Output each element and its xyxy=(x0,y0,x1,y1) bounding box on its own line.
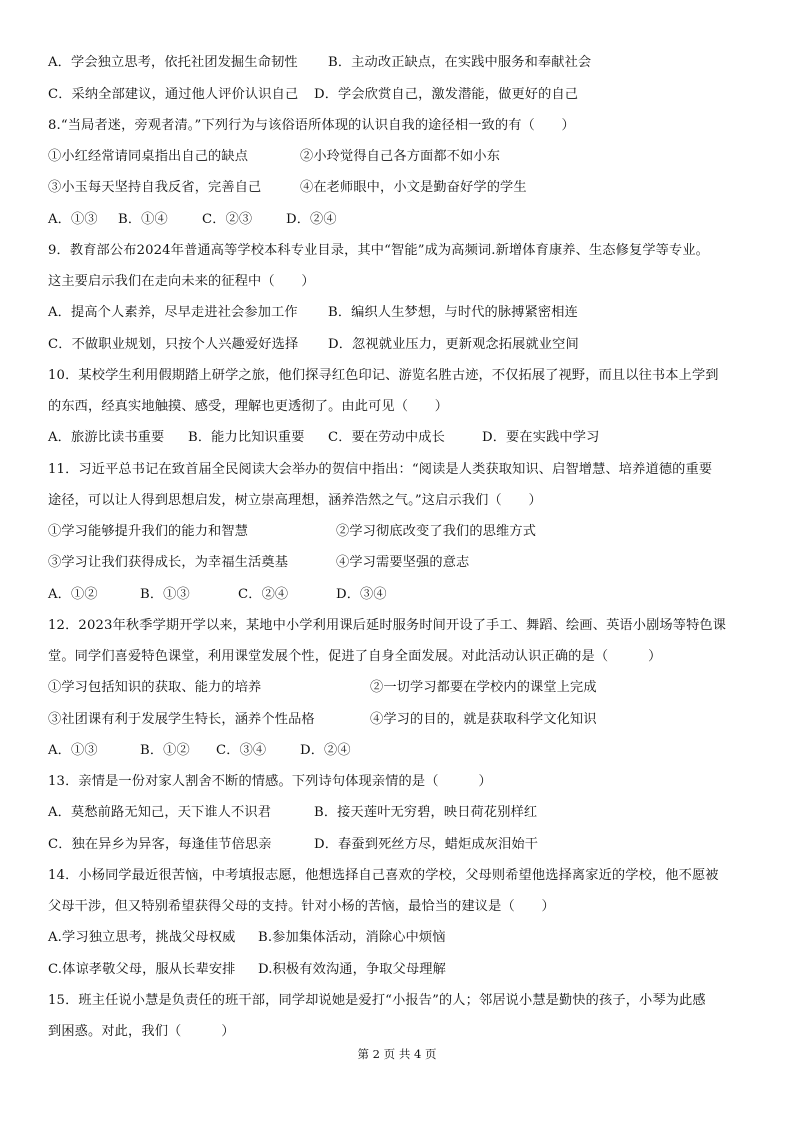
q9-options-row-1 xyxy=(48,302,750,324)
q14-options-row-1 xyxy=(48,927,750,949)
q11-stem-line-1: 11．习近平总书记在致首届全民阅读大会举办的贺信中指出：“阅读是人类获取知识、启智增慧、培养道德的重要 xyxy=(48,462,713,477)
q11-choice-b: B．①③ xyxy=(140,587,190,602)
q15-stem-line-2: 到困惑。对此，我们（ ） xyxy=(48,1024,235,1039)
q14-option-c: C.体谅孝敬父母，服从长辈安排 xyxy=(48,962,236,977)
q14-stem-line-2: 父母干涉，但又特别希望获得父母的支持。针对小杨的苦恼，最恰当的建议是（ ） xyxy=(48,899,555,914)
q12-item-2: ②一切学习都要在学校内的课堂上完成 xyxy=(370,680,597,695)
q7-options-row-2 xyxy=(48,84,750,106)
q8-items-row-1 xyxy=(48,146,750,168)
q8-item-4: ④在老师眼中，小文是勤奋好学的学生 xyxy=(300,180,527,195)
q11-choice-c: C．②④ xyxy=(238,587,289,602)
q8-items-row-2 xyxy=(48,177,750,199)
q10-stem-line-1: 10．某校学生利用假期踏上研学之旅，他们探寻红色印记、游览名胜古迹，不仅拓展了视野，而且以往书本上学到 xyxy=(48,368,719,383)
q12-item-4: ④学习的目的，就是获取科学文化知识 xyxy=(370,712,597,727)
q10-choices xyxy=(48,427,750,449)
q15-stem-line-1: 15．班主任说小慧是负责任的班干部，同学却说她是爱打“小报告”的人；邻居说小慧是勤快的孩子，小琴为此感 xyxy=(48,993,706,1008)
q13-option-a: A．莫愁前路无知己，天下谁人不识君 xyxy=(48,805,272,820)
q8-item-1: ①小红经常请同桌指出自己的缺点 xyxy=(48,149,249,164)
q9-option-c: C．不做职业规划，只按个人兴趣爱好选择 xyxy=(48,337,299,352)
q12-choice-c: C．③④ xyxy=(216,743,267,758)
q11-stem-line-2: 途径，可以让人得到思想启发，树立崇高理想，涵养浩然之气。”这启示我们（ ） xyxy=(48,493,542,508)
q8-stem: 8.“当局者迷，旁观者清。”下列行为与该俗语所体现的认识自我的途径相一致的有（ ） xyxy=(48,118,575,133)
q11-item-1: ①学习能够提升我们的能力和智慧 xyxy=(48,524,249,539)
q13-options-row-2 xyxy=(48,834,750,856)
q12-stem-line-2: 堂。同学们喜爱特色课堂，利用课堂发展个性，促进了自身全面发展。对此活动认识正确的是（ ） xyxy=(48,649,662,664)
q13-stem: 13．亲情是一份对家人割舍不断的情感。下列诗句体现亲情的是（ ） xyxy=(48,774,492,789)
q13-option-c: C．独在异乡为异客，每逢佳节倍思亲 xyxy=(48,837,272,852)
q11-item-2: ②学习彻底改变了我们的思维方式 xyxy=(336,524,537,539)
q11-choice-d: D．③④ xyxy=(336,587,387,602)
q8-choice-a: A．①③ xyxy=(48,212,98,227)
q11-items-row-2 xyxy=(48,552,750,574)
q10-stem-line-2: 的东西，经真实地触摸、感受，理解也更透彻了。由此可见（ ） xyxy=(48,399,449,414)
q14-option-a: A.学习独立思考，挑战父母权威 xyxy=(48,930,236,945)
q12-item-3: ③社团课有利于发展学生特长，涵养个性品格 xyxy=(48,712,315,727)
q7-option-a: A．学会独立思考，依托社团发掘生命韧性 xyxy=(48,55,298,70)
q11-choice-a: A．①② xyxy=(48,587,98,602)
q8-choice-b: B．①④ xyxy=(118,212,168,227)
q12-item-1: ①学习包括知识的获取、能力的培养 xyxy=(48,680,262,695)
q8-choice-c: C．②③ xyxy=(202,212,253,227)
q12-items-row-1 xyxy=(48,677,750,699)
q10-choice-a: A．旅游比读书重要 xyxy=(48,430,165,445)
q7-option-c: C．采纳全部建议，通过他人评价认识自己 xyxy=(48,87,299,102)
q14-stem-line-1: 14．小杨同学最近很苦恼，中考填报志愿，他想选择自己喜欢的学校，父母则希望他选择离家近的学校，他不愿被 xyxy=(48,868,719,883)
q11-items-row-1 xyxy=(48,521,750,543)
q10-choice-d: D．要在实践中学习 xyxy=(482,430,600,445)
q8-choices xyxy=(48,209,750,231)
q9-option-a: A．提高个人素养，尽早走进社会参加工作 xyxy=(48,305,298,320)
q14-option-b: B.参加集体活动，消除心中烦恼 xyxy=(258,930,446,945)
q13-option-b: B．接天莲叶无穷碧，映日荷花别样红 xyxy=(314,805,538,820)
q12-items-row-2 xyxy=(48,709,750,731)
q13-options-row-1 xyxy=(48,802,750,824)
q7-options-row-1 xyxy=(48,52,750,74)
q8-item-2: ②小玲觉得自己各方面都不如小东 xyxy=(300,149,501,164)
q11-item-4: ④学习需要坚强的意志 xyxy=(336,555,470,570)
q11-choices xyxy=(48,584,750,606)
q9-options-row-2 xyxy=(48,334,750,356)
q7-option-d: D．学会欣赏自己，激发潜能，做更好的自己 xyxy=(314,87,579,102)
q9-stem-line-1: 9．教育部公布2024年普通高等学校本科专业目录，其中“智能”成为高频词.新增体育康养、生态修复学等专业。 xyxy=(48,243,710,258)
q9-option-b: B．编织人生梦想，与时代的脉搏紧密相连 xyxy=(328,305,578,320)
q9-stem-line-2: 这主要启示我们在走向未来的征程中（ ） xyxy=(48,274,315,289)
q14-options-row-2 xyxy=(48,959,750,981)
q12-choice-d: D．②④ xyxy=(300,743,351,758)
page-footer: 第 2 页 共 4 页 xyxy=(357,1047,437,1061)
q8-item-3: ③小玉每天坚持自我反省，完善自己 xyxy=(48,180,262,195)
q11-item-3: ③学习让我们获得成长，为幸福生活奠基 xyxy=(48,555,289,570)
q10-choice-c: C．要在劳动中成长 xyxy=(328,430,445,445)
q14-option-d: D.积极有效沟通，争取父母理解 xyxy=(258,962,446,977)
q12-choice-b: B．①② xyxy=(140,743,190,758)
q12-choices xyxy=(48,740,750,762)
q8-choice-d: D．②④ xyxy=(286,212,337,227)
q13-option-d: D．春蚕到死丝方尽，蜡炬成灰泪始干 xyxy=(314,837,539,852)
q9-option-d: D．忽视就业压力，更新观念拓展就业空间 xyxy=(328,337,579,352)
q12-choice-a: A．①③ xyxy=(48,743,98,758)
q7-option-b: B．主动改正缺点，在实践中服务和奉献社会 xyxy=(328,55,592,70)
q12-stem-line-1: 12．2023年秋季学期开学以来，某地中小学利用课后延时服务时间开设了手工、舞蹈、绘画、英语小剧场等特色课 xyxy=(48,618,727,633)
q10-choice-b: B．能力比知识重要 xyxy=(188,430,305,445)
